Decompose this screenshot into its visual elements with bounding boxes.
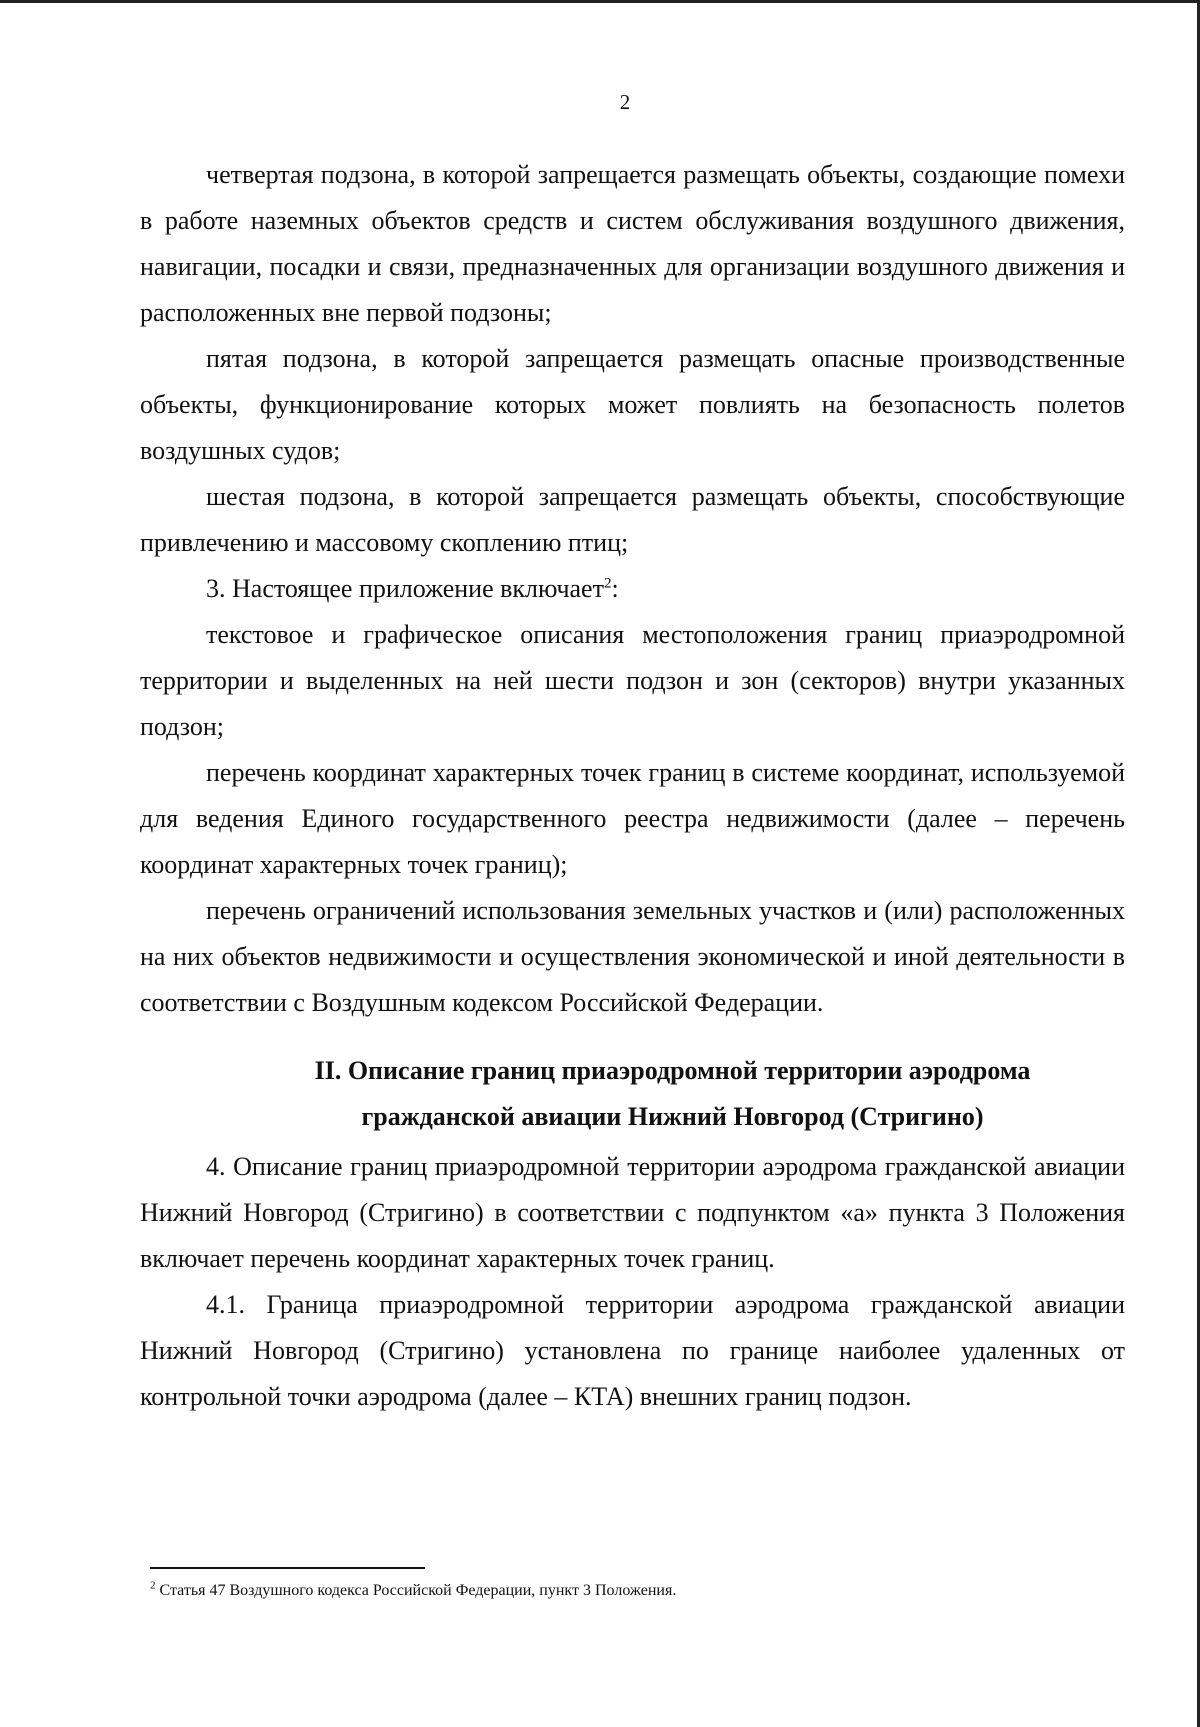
paragraph-item-3-text: 3. Настоящее приложение включает — [206, 574, 604, 603]
paragraph-coordinates-list: перечень координат характерных точек границ в системе координат, используемой для ведения Единого государственного реестра недвижимости (далее – перечень координат характерных точек границ); — [140, 758, 1125, 879]
footnote-marker: 2 — [150, 1579, 156, 1592]
paragraph-item-4: 4. Описание границ приаэродромной территории аэродрома гражданской авиации Нижний Новгород (Стригино) в соответствии с подпунктом «а» пункта 3 Положения включает перечень координат характерных точек границ. — [140, 1152, 1125, 1273]
footnote-reference: 2 — [603, 575, 612, 592]
footnote-divider — [150, 1567, 425, 1569]
paragraph-item-3-colon: : — [611, 574, 619, 603]
paragraph-subzone-6: шестая подзона, в которой запрещается размещать объекты, способствующие привлечению и массовому скоплению птиц; — [140, 482, 1125, 557]
scan-border-top — [0, 0, 1200, 3]
paragraph-subzone-5: пятая подзона, в которой запрещается размещать опасные производственные объекты, функционирование которых может повлиять на безопасность полетов воздушных судов; — [140, 344, 1125, 465]
paragraph-description: текстовое и графическое описания местоположения границ приаэродромной территории и выделенных на ней шести подзон и зон (секторов) внутри указанных подзон; — [140, 620, 1125, 741]
paragraph-item-3 — [140, 566, 1125, 612]
section-heading — [140, 1048, 1125, 1140]
paragraph-subzone-4: четвертая подзона, в которой запрещается размещать объекты, создающие помехи в работе наземных объектов средств и систем обслуживания воздушного движения, навигации, посадки и связи, предназначенных для организации воздушного движения и расположенных вне первой подзоны; — [140, 160, 1125, 327]
footnote — [150, 1580, 1100, 1602]
footnote-text: Статья 47 Воздушного кодекса Российской Федерации, пункт 3 Положения. — [155, 1582, 677, 1599]
section-heading-line-1: II. Описание границ приаэродромной территории аэродрома — [314, 1056, 1031, 1085]
paragraph-restrictions-list: перечень ограничений использования земельных участков и (или) расположенных на них объектов недвижимости и осуществления экономической и иной деятельности в соответствии с Воздушным кодексом Российской Федерации. — [140, 896, 1125, 1017]
section-heading-line-2: гражданской авиации Нижний Новгород (Стригино) — [361, 1102, 984, 1131]
paragraph-item-4-1: 4.1. Граница приаэродромной территории аэродрома гражданской авиации Нижний Новгород (Стригино) установлена по границе наиболее удаленных от контрольной точки аэродрома (далее – КТА) внешних границ подзон. — [140, 1290, 1125, 1411]
page-number: 2 — [619, 90, 631, 114]
document-body — [140, 152, 1125, 1420]
